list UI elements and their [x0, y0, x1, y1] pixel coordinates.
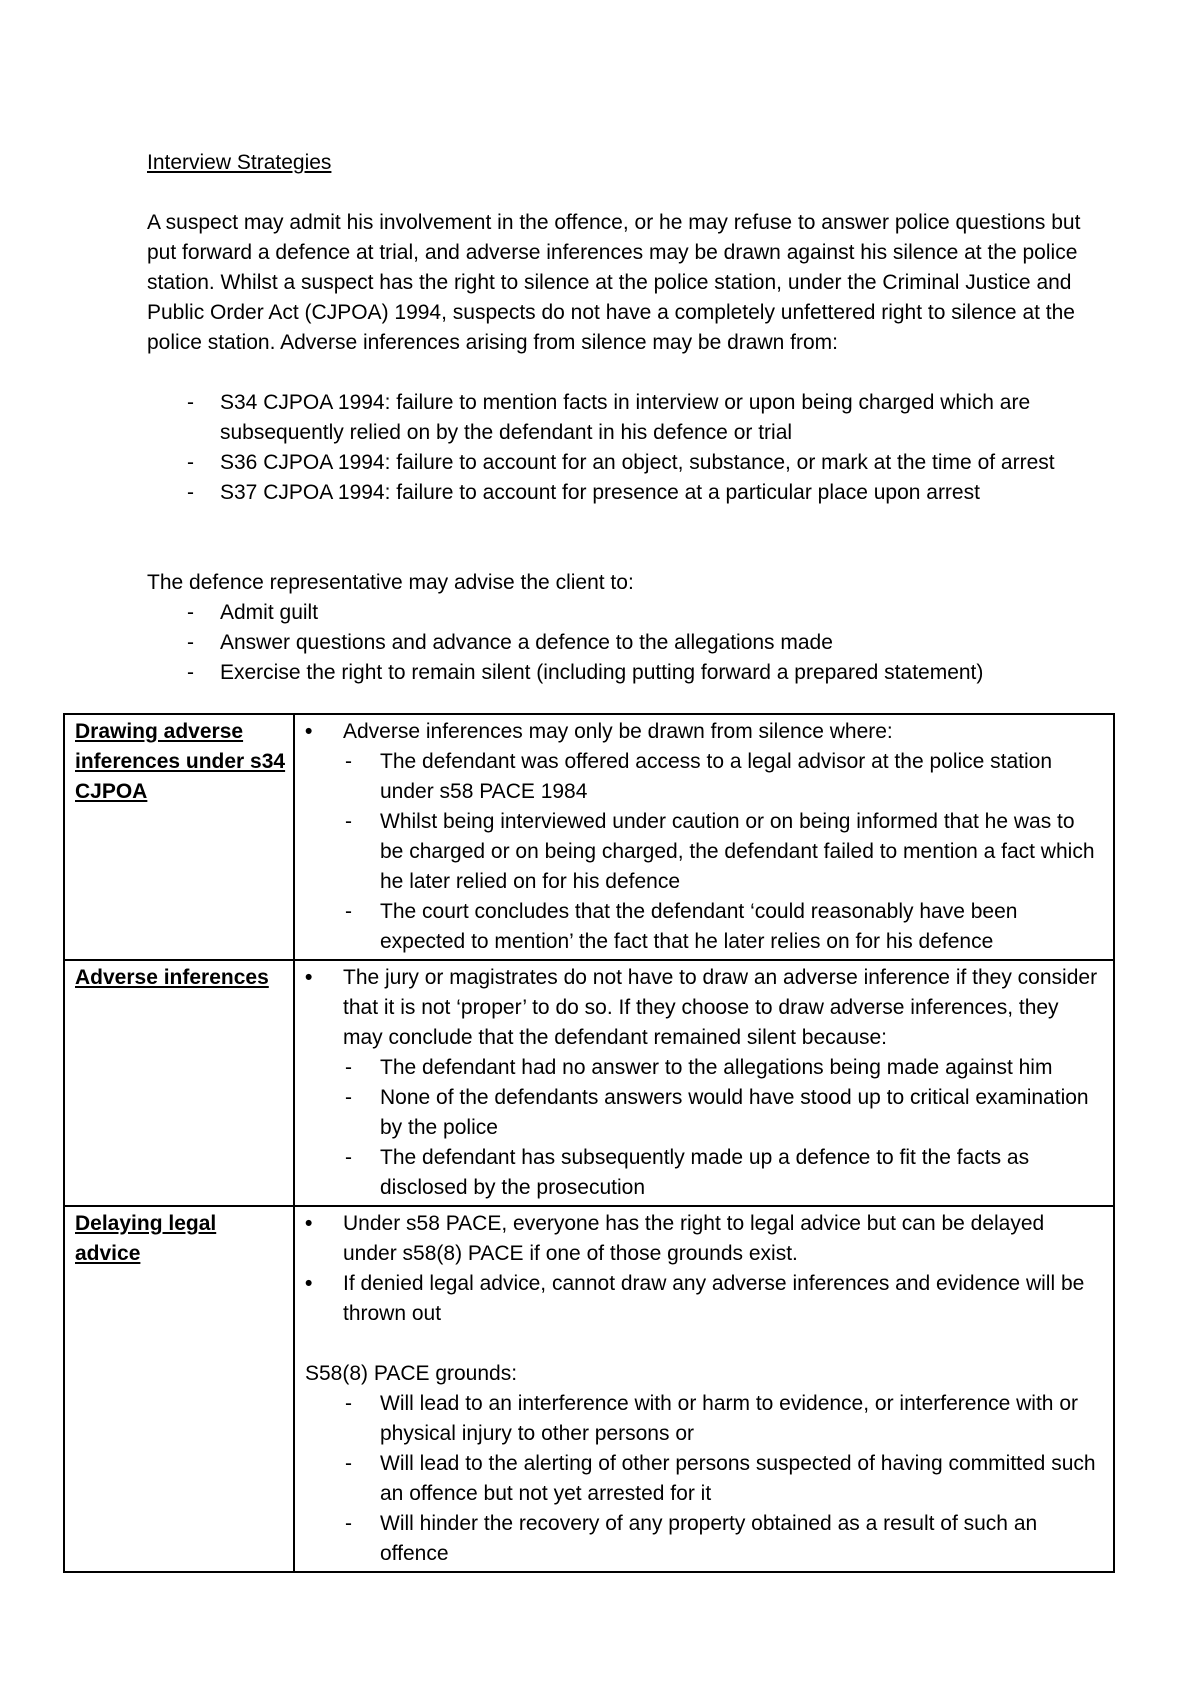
bullet-list — [305, 1209, 1101, 1329]
list-item: - Exercise the right to remain silent (including putting forward a prepared statement) — [147, 658, 1107, 688]
bullet-item — [305, 963, 1101, 1053]
list-item: - Will lead to the alerting of other persons suspected of having committed such an offence but not yet arrested for it — [305, 1449, 1101, 1509]
list-item: - Answer questions and advance a defence to the allegations made — [147, 628, 1107, 658]
row-content — [294, 1206, 1114, 1572]
list-item: - Admit guilt — [147, 598, 1107, 628]
list-item: - The court concludes that the defendant ‘could reasonably have been expected to mention’ the fact that he later relies on for his defence — [305, 897, 1101, 957]
table-row — [64, 960, 1114, 1206]
intro-paragraph: A suspect may admit his involvement in the offence, or he may refuse to answer police questions but put forward a defence at trial, and adverse inferences may be drawn against his silence at the police station. Whilst a suspect has the right to silence at the police station, under the Criminal Justice and Public Order Act (CJPOA) 1994, suspects do not have a completely unfettered right to silence at the police station. Adverse inferences arising from silence may be drawn from: — [147, 211, 1081, 354]
dash-list — [305, 1389, 1101, 1569]
bullet-item: • If denied legal advice, cannot draw any adverse inferences and evidence will be thrown out — [305, 1269, 1101, 1329]
list-item: - The defendant has subsequently made up a defence to fit the facts as disclosed by the prosecution — [305, 1143, 1101, 1203]
inference-sources-list — [147, 388, 1107, 508]
list-item: - S37 CJPOA 1994: failure to account for presence at a particular place upon arrest — [147, 478, 1107, 508]
list-item: - S34 CJPOA 1994: failure to mention facts in interview or upon being charged which are subsequently relied on by the defendant in his defence or trial — [147, 388, 1107, 448]
dash-list — [305, 747, 1101, 957]
spacer — [305, 1329, 1101, 1359]
list-item: - Whilst being interviewed under caution or on being informed that he was to be charged or on being charged, the defendant failed to mention a fact which he later relied on for his defence — [305, 807, 1101, 897]
row-heading: Delaying legal advice — [64, 1206, 294, 1572]
bullet-item: • Under s58 PACE, everyone has the right to legal advice but can be delayed under s58(8) PACE if one of those grounds exist. — [305, 1209, 1101, 1269]
table-row — [64, 714, 1114, 960]
row-heading: Adverse inferences — [64, 960, 294, 1206]
page-title: Interview Strategies — [147, 151, 332, 174]
strategies-table — [63, 713, 1115, 1573]
list-item: - Will hinder the recovery of any property obtained as a result of such an offence — [305, 1509, 1101, 1569]
dash-list — [305, 1053, 1101, 1203]
list-item: - S36 CJPOA 1994: failure to account for an object, substance, or mark at the time of arrest — [147, 448, 1107, 478]
defence-heading: The defence representative may advise the client to: — [147, 571, 634, 594]
bullet-list — [305, 963, 1101, 1053]
bullet-text: The jury or magistrates do not have to draw an adverse inference if they consider that it is not ‘proper’ to do so. If they choose to draw adverse inferences, they may conclude that the defendant remained silent because: — [343, 966, 1098, 1049]
row-content — [294, 960, 1114, 1206]
row-heading: Drawing adverse inferences under s34 CJPOA — [64, 714, 294, 960]
table-row — [64, 1206, 1114, 1572]
defence-options-list — [147, 598, 1107, 688]
bullet-text: Adverse inferences may only be drawn from silence where: — [343, 720, 893, 743]
list-item: - The defendant was offered access to a legal advisor at the police station under s58 PACE 1984 — [305, 747, 1101, 807]
list-item: - Will lead to an interference with or harm to evidence, or interference with or physical injury to other persons or — [305, 1389, 1101, 1449]
row-content — [294, 714, 1114, 960]
list-item: - The defendant had no answer to the allegations being made against him — [305, 1053, 1101, 1083]
bullet-list — [305, 717, 1101, 747]
list-item: - None of the defendants answers would have stood up to critical examination by the police — [305, 1083, 1101, 1143]
bullet-item — [305, 717, 1101, 747]
grounds-subheading: S58(8) PACE grounds: — [305, 1362, 518, 1385]
